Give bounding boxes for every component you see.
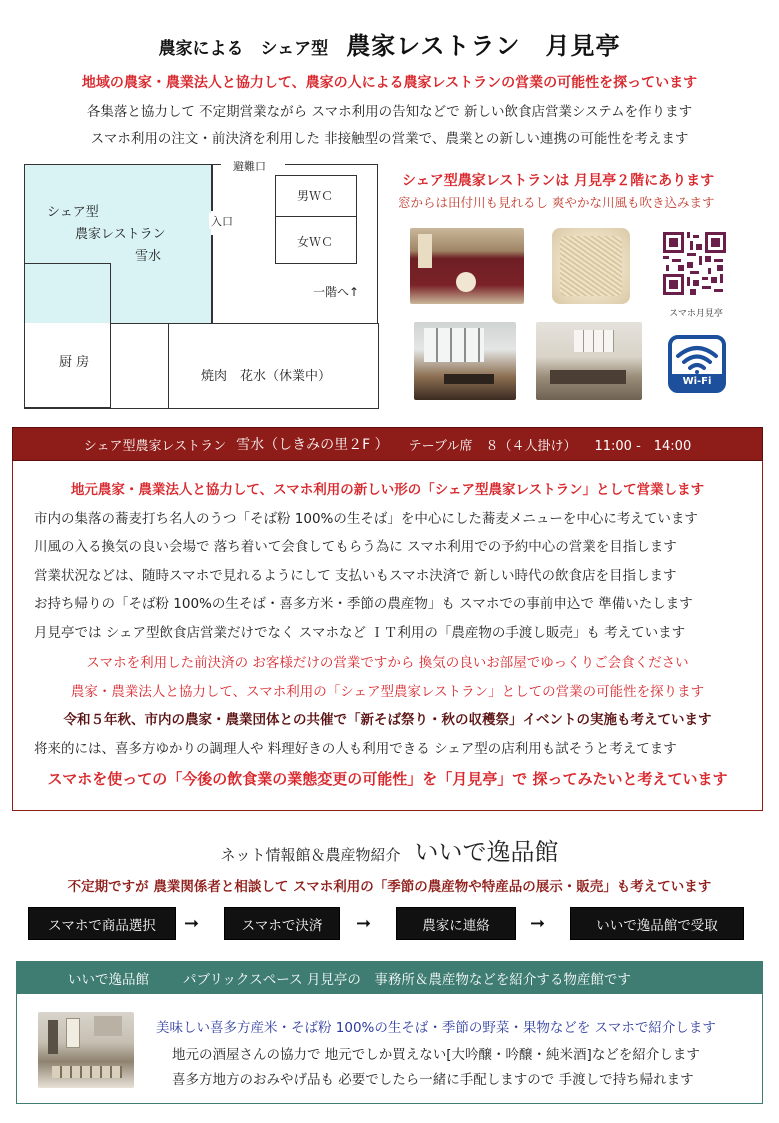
entrance-label: 入口 (211, 215, 233, 228)
wifi-icon (672, 342, 722, 374)
photo-shop-interior (38, 1012, 134, 1088)
qr-caption: スマホ月見亭 (669, 309, 723, 319)
photo-noren-entrance (410, 228, 524, 304)
yakiniku-label: 焼肉 花水（休業中） (201, 369, 332, 384)
yukimizu-line-6: 月見亭では シェア型飲食店営業だけでなく スマホなど ＩＴ利用の「農産物の手渡し販売」も 考えています (34, 625, 686, 641)
flow-arrow-icon: ➞ (356, 913, 372, 934)
yukimizu-bar-title: 雪水（しきみの里２F ） (236, 437, 389, 453)
flow-step-pay[interactable]: スマホで決済 (224, 907, 340, 940)
iide-line-1: 美味しい喜多方産米・そば粉 100%の生そば・季節の野菜・果物などを スマホで紹介します (156, 1020, 716, 1036)
yukimizu-line-9: 令和５年秋、市内の農家・農業団体との共催で「新そば祭り・秋の収穫祭」イベントの実施も考えています (63, 712, 712, 728)
iide-title-row (0, 832, 779, 867)
yukimizu-line-7: スマホを利用した前決済の お客様だけの営業ですから 換気の良いお部屋でゆっくりご会食ください (86, 655, 689, 671)
qr-code-icon (663, 232, 726, 295)
yukimizu-bar-seats: テーブル席 ８（４人掛け） (408, 438, 577, 454)
restaurant-label-1: シェア型 (47, 205, 99, 220)
stairs-label: 一階へ↑ (313, 285, 360, 299)
photo-dining-room-1 (414, 322, 516, 400)
yukimizu-line-8: 農家・農業法人と協力して、スマホ利用の「シェア型農家レストラン」としての営業の可能性を探ります (70, 684, 705, 700)
yukimizu-header-bar (12, 427, 763, 461)
iide-line-2: 地元の酒屋さんの協力で 地元でしか買えない[大吟醸・吟醸・純米酒]などを紹介します (172, 1047, 700, 1063)
photo-soba-noodles (552, 228, 630, 304)
location-heading: シェア型農家レストランは 月見亭２階にあります (402, 173, 715, 189)
location-sub: 窓からは田付川も見れるし 爽やかな川風も吹き込みます (398, 195, 715, 210)
photo-dining-room-2 (536, 322, 642, 400)
yukimizu-bar-hours: 11:00 - 14:00 (594, 438, 692, 454)
women-wc-label: 女ＷＣ (297, 235, 334, 249)
restaurant-label-2: 農家レストラン (75, 227, 166, 242)
iide-label-big: いいで逸品館 (414, 838, 559, 866)
wifi-label: Wi-Fi (672, 374, 722, 389)
flow-step-pickup[interactable]: いいで逸品館で受取 (570, 907, 744, 940)
yukimizu-line-2: 市内の集落の蕎麦打ち名人のうつ「そば粉 100%の生そば」を中心にした蕎麦メニューを中心に考えています (34, 511, 698, 527)
intro-line-3: スマホ利用の注文・前決済を利用した 非接触型の営業で、農業との新しい連携の可能性を考えます (90, 131, 689, 147)
title-prefix: 農家による シェア型 (158, 39, 329, 59)
kitchen-room (24, 263, 111, 409)
men-wc-label: 男ＷＣ (297, 189, 334, 203)
storage-room (110, 323, 169, 409)
flow-step-contact[interactable]: 農家に連絡 (396, 907, 516, 940)
iide-label-small: ネット情報館＆農産物紹介 (220, 846, 401, 864)
intro-line-2: 各集落と協力して 不定期営業ながら スマホ利用の告知などで 新しい飲食店営業システムを作ります (86, 104, 693, 120)
restaurant-label-3: 雪水 (135, 249, 162, 264)
evacuation-label: 避難口 (233, 160, 266, 173)
flow-step-select[interactable]: スマホで商品選択 (28, 907, 176, 940)
iide-bar-name: いいで逸品館 (68, 971, 149, 988)
qr-code[interactable] (663, 232, 726, 295)
wifi-badge (668, 335, 726, 393)
yukimizu-line-10: 将来的には、喜多方ゆかりの調理人や 料理好きの人も利用できる シェア型の店利用も試そうと考えてます (34, 741, 677, 757)
yukimizu-line-4: 営業状況などは、随時スマホで見れるようにして 支払いもスマホ決済で 新しい時代の飲食店を目指します (34, 568, 677, 584)
iide-notice: 不定期ですが 農業関係者と相談して スマホ利用の「季節の農産物や特産品の展示・販売」も考えています (67, 879, 712, 895)
flow-arrow-icon: ➞ (530, 913, 546, 934)
page-title (0, 26, 779, 61)
title-main: 農家レストラン 月見亭 (346, 32, 621, 60)
flow-arrow-icon: ➞ (184, 913, 200, 934)
yukimizu-line-3: 川風の入る換気の良い会場で 落ち着いて会食してもらう為に スマホ利用での予約中心の営業を目指します (34, 539, 677, 555)
floor-plan (24, 160, 378, 408)
intro-headline: 地域の農家・農業法人と協力して、農家の人による農家レストランの営業の可能性を探っています (81, 75, 698, 91)
iide-header-bar (16, 961, 763, 994)
yukimizu-line-11: スマホを使っての「今後の飲食業の業態変更の可能性」を「月見亭」で 探ってみたいと考えています (47, 770, 728, 788)
yukimizu-bar-name: シェア型農家レストラン (83, 438, 227, 454)
kitchen-label: 厨 房 (59, 355, 90, 370)
iide-bar-desc: パブリックスペース 月見亭の 事務所＆農産物などを紹介する物産館です (183, 971, 631, 988)
yukimizu-line-5: お持ち帰りの「そば粉 100%の生そば・喜多方米・季節の農産物」も スマホでの事前申込で 準備いたします (34, 596, 693, 612)
yukimizu-line-1: 地元農家・農業法人と協力して、スマホ利用の新しい形の「シェア型農家レストラン」として営業します (70, 482, 705, 498)
iide-line-3: 喜多方地方のおみやげ品も 必要でしたら一緒に手配しますので 手渡しで持ち帰れます (172, 1072, 694, 1088)
